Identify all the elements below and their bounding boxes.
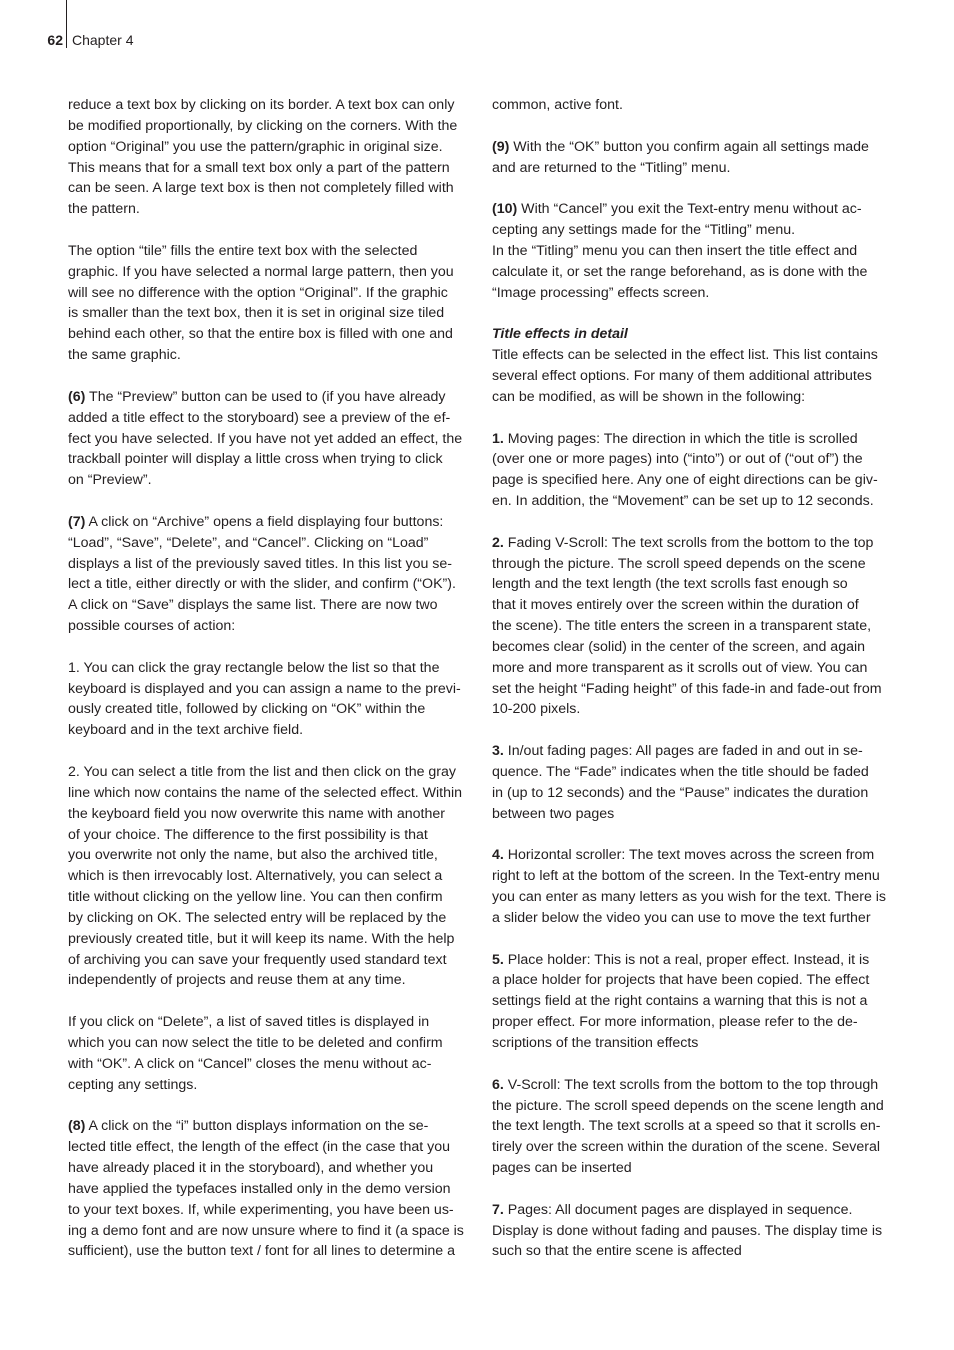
item-number: (6) xyxy=(68,388,86,405)
text-line: behind each other, so that the entire box is filled with one and xyxy=(68,326,453,343)
text-line-content: Fading V-Scroll: The text scrolls from the bottom to the top xyxy=(503,534,874,551)
text-line: sufficient), use the button text / font for all lines to determine a xyxy=(68,1243,455,1260)
text-line: with “OK”. A click on “Cancel” closes the menu without ac- xyxy=(68,1055,432,1072)
text-line: scriptions of the transition effects xyxy=(492,1034,699,1051)
text-line: the picture. The scroll speed depends on the scene length and xyxy=(492,1097,884,1114)
item-number: (10) xyxy=(492,201,518,218)
item-number: 6. xyxy=(492,1076,504,1093)
paragraph xyxy=(492,95,902,116)
text-line-content: V-Scroll: The text scrolls from the bottom to the top through xyxy=(503,1076,879,1093)
text-line: Display is done without fading and pauses. The display time is xyxy=(492,1222,883,1239)
text-line: is smaller than the text box, then it is set in original size tiled xyxy=(68,305,445,322)
text-line-content: A click on “Archive” opens a field displaying four buttons: xyxy=(85,513,444,530)
text-line: keyboard and in the text archive field. xyxy=(68,722,304,739)
text-line: which you can now select the title to be deleted and confirm xyxy=(68,1034,443,1051)
paragraph xyxy=(492,845,902,928)
text-line xyxy=(492,1200,902,1221)
text-line: possible courses of action: xyxy=(68,618,236,635)
text-line xyxy=(492,950,902,971)
text-line: trackball pointer will display a little cross when trying to click xyxy=(68,451,443,468)
item-number: 7. xyxy=(492,1201,504,1218)
item-number: 4. xyxy=(492,847,504,864)
text-line-content: The “Preview” button can be used to (if you have already xyxy=(85,388,446,405)
text-line: more and more transparent as it scrolls out of view. You can xyxy=(492,659,868,676)
paragraph xyxy=(68,762,478,991)
paragraph xyxy=(492,324,902,407)
text-line: page is specified here. Any one of eight directions can be giv- xyxy=(492,472,878,489)
text-line: a place holder for projects that have been copied. The effect xyxy=(492,972,870,989)
text-line: common, active font. xyxy=(492,97,623,113)
item-number: 1. xyxy=(492,430,504,447)
text-line: will see no difference with the option “Original”. If the graphic xyxy=(68,284,448,301)
text-line: ing a demo font and are now unsure where to find it (a space is xyxy=(68,1222,464,1239)
paragraph xyxy=(68,512,478,637)
chapter-label: Chapter 4 xyxy=(72,32,134,48)
text-line: the pattern. xyxy=(68,201,140,218)
text-line: on “Preview”. xyxy=(68,472,152,489)
text-line-content: With the “OK” button you confirm again all settings made xyxy=(509,138,869,155)
text-line: right to left at the bottom of the screen. In the Text-entry menu xyxy=(492,868,880,885)
text-line xyxy=(492,1075,902,1096)
item-number: (7) xyxy=(68,513,86,530)
text-line: 10-200 pixels. xyxy=(492,701,581,718)
text-line xyxy=(68,1116,478,1137)
text-line-content: A click on the “i” button displays information on the se- xyxy=(85,1118,429,1135)
text-line-content: Place holder: This is not a real, proper effect. Instead, it is xyxy=(503,951,870,968)
text-line: The option “tile” fills the entire text box with the selected xyxy=(68,242,418,259)
text-line: title without clicking on the yellow line. You can then confirm xyxy=(68,889,443,906)
paragraph xyxy=(492,1075,902,1179)
text-line: 2. You can select a title from the list and then click on the gray xyxy=(68,764,457,780)
text-line-content: With “Cancel” you exit the Text-entry menu without ac- xyxy=(517,201,862,218)
left-column xyxy=(68,95,478,1283)
page-header xyxy=(0,0,954,60)
header-divider xyxy=(66,0,67,48)
text-line: of your choice. The difference to the first possibility is that xyxy=(68,826,428,843)
text-line: lect a title, either directly or with the slider, and confirm (“OK”). xyxy=(68,576,456,593)
paragraph xyxy=(68,95,478,220)
text-line: reduce a text box by clicking on its border. A text box can only xyxy=(68,97,455,113)
text-line: fect you have selected. If you have not yet added an effect, the xyxy=(68,430,463,447)
text-line xyxy=(492,429,902,450)
text-line: en. In addition, the “Movement” can be set up to 12 seconds. xyxy=(492,493,874,510)
text-line-content: Horizontal scroller: The text moves across the screen from xyxy=(503,847,875,864)
text-line-content: Moving pages: The direction in which the title is scrolled xyxy=(503,430,858,447)
text-line: “Image processing” effects screen. xyxy=(492,284,710,301)
text-line: have already placed it in the storyboard), and whether you xyxy=(68,1160,434,1177)
text-line: set the height “Fading height” of this fade-in and fade-out from xyxy=(492,680,882,697)
right-column xyxy=(492,95,902,1283)
paragraph xyxy=(68,658,478,741)
paragraph xyxy=(492,741,902,824)
item-number: (8) xyxy=(68,1118,86,1135)
paragraph xyxy=(492,429,902,512)
text-line: 1. You can click the gray rectangle below the list so that the xyxy=(68,659,440,676)
text-line: option “Original” you use the pattern/graphic in original size. xyxy=(68,138,443,155)
text-line: graphic. If you have selected a normal large pattern, then you xyxy=(68,263,454,280)
text-line: Title effects can be selected in the effect list. This list contains xyxy=(492,347,878,364)
text-line xyxy=(68,387,478,408)
text-line: have applied the typefaces installed only in the demo version xyxy=(68,1180,451,1197)
text-line: If you click on “Delete”, a list of saved titles is displayed in xyxy=(68,1014,430,1031)
text-line: proper effect. For more information, please refer to the de- xyxy=(492,1014,858,1031)
text-line: the same graphic. xyxy=(68,347,181,364)
text-line-content: Pages: All document pages are displayed in sequence. xyxy=(503,1201,853,1218)
paragraph xyxy=(492,137,902,179)
text-line xyxy=(492,137,902,158)
text-line-content: In/out fading pages: All pages are faded in and out in se- xyxy=(503,743,863,760)
text-line: several effect options. For many of them additional attributes xyxy=(492,367,872,384)
text-line xyxy=(492,845,902,866)
text-line: and are returned to the “Titling” menu. xyxy=(492,159,731,176)
paragraph xyxy=(492,1200,902,1263)
text-line: becomes clear (solid) in the center of the screen, and again xyxy=(492,638,866,655)
text-line: of archiving you can save your frequently used standard text xyxy=(68,951,447,968)
text-line: the scene). The title enters the screen in a transparent state, xyxy=(492,618,872,635)
text-line: be modified proportionally, by clicking on the corners. With the xyxy=(68,117,458,134)
text-line: length and the text length (the text scrolls fast enough so xyxy=(492,576,848,593)
text-line: displays a list of the previously saved titles. In this list you se- xyxy=(68,555,453,572)
page-number: 62 xyxy=(47,32,63,48)
text-line: you overwrite not only the name, but also the archived title, xyxy=(68,847,438,864)
item-number: 3. xyxy=(492,743,504,760)
text-line: cepting any settings made for the “Titling” menu. xyxy=(492,222,796,239)
text-line: which is then irrevocably lost. Alternatively, you can select a xyxy=(68,868,443,885)
text-line: a slider below the video you can use to move the text further xyxy=(492,909,871,926)
text-line xyxy=(68,512,478,533)
text-line xyxy=(492,741,902,762)
text-line: In the “Titling” menu you can then insert the title effect and xyxy=(492,242,858,259)
text-line: the keyboard field you now overwrite this name with another xyxy=(68,805,445,822)
text-line: by clicking on OK. The selected entry will be replaced by the xyxy=(68,909,447,926)
text-line: that it moves entirely over the screen within the duration of xyxy=(492,597,859,614)
text-line xyxy=(492,533,902,554)
text-line: quence. The “Fade” indicates when the title should be faded xyxy=(492,764,869,780)
text-line: ously created title, followed by clicking on “OK” within the xyxy=(68,701,426,718)
text-line: in (up to 12 seconds) and the “Pause” indicates the duration xyxy=(492,784,869,801)
paragraph xyxy=(68,241,478,366)
text-line: you can enter as many letters as you wish for the text. There is xyxy=(492,889,887,906)
text-line: settings field at the right contains a warning that this is not a xyxy=(492,993,868,1010)
text-line: keyboard is displayed and you can assign a name to the previ- xyxy=(68,680,461,697)
text-line xyxy=(492,199,902,220)
paragraph xyxy=(492,950,902,1054)
text-line: line which now contains the name of the selected effect. Within xyxy=(68,784,463,801)
text-line: independently of projects and reuse them at any time. xyxy=(68,972,406,989)
text-line: cepting any settings. xyxy=(68,1076,198,1093)
text-line: through the picture. The scroll speed depends on the scene xyxy=(492,555,866,572)
item-number: (9) xyxy=(492,138,510,155)
text-line: such so that the entire scene is affected xyxy=(492,1243,742,1260)
text-line: “Load”, “Save”, “Delete”, and “Cancel”. Clicking on “Load” xyxy=(68,534,429,551)
text-line: previously created title, but it will keep its name. With the help xyxy=(68,930,455,947)
text-line: can be seen. A large text box is then not completely filled with xyxy=(68,180,454,197)
text-line: added a title effect to the storyboard) see a preview of the ef- xyxy=(68,409,451,426)
text-line: This means that for a small text box only a part of the pattern xyxy=(68,159,450,176)
item-number: 5. xyxy=(492,951,504,968)
section-heading: Title effects in detail xyxy=(492,326,628,343)
text-line: tirely over the screen within the duration of the scene. Several xyxy=(492,1139,881,1156)
text-line: pages can be inserted xyxy=(492,1160,632,1177)
paragraph xyxy=(68,1116,478,1262)
text-line: calculate it, or set the range beforehand, as is done with the xyxy=(492,263,868,280)
paragraph xyxy=(492,199,902,303)
text-line: (over one or more pages) into (“into”) or out of (“out of”) the xyxy=(492,451,863,468)
text-line: to your text boxes. If, while experimenting, you have been us- xyxy=(68,1201,454,1218)
text-line: between two pages xyxy=(492,805,615,822)
text-line: the text length. The text scrolls at a speed so that it scrolls en- xyxy=(492,1118,881,1135)
paragraph xyxy=(492,533,902,721)
text-line: A click on “Save” displays the same list. There are now two xyxy=(68,597,438,614)
paragraph xyxy=(68,1012,478,1095)
text-line: can be modified, as will be shown in the following: xyxy=(492,388,806,405)
item-number: 2. xyxy=(492,534,504,551)
text-line: lected title effect, the length of the effect (in the case that you xyxy=(68,1139,450,1156)
paragraph xyxy=(68,387,478,491)
